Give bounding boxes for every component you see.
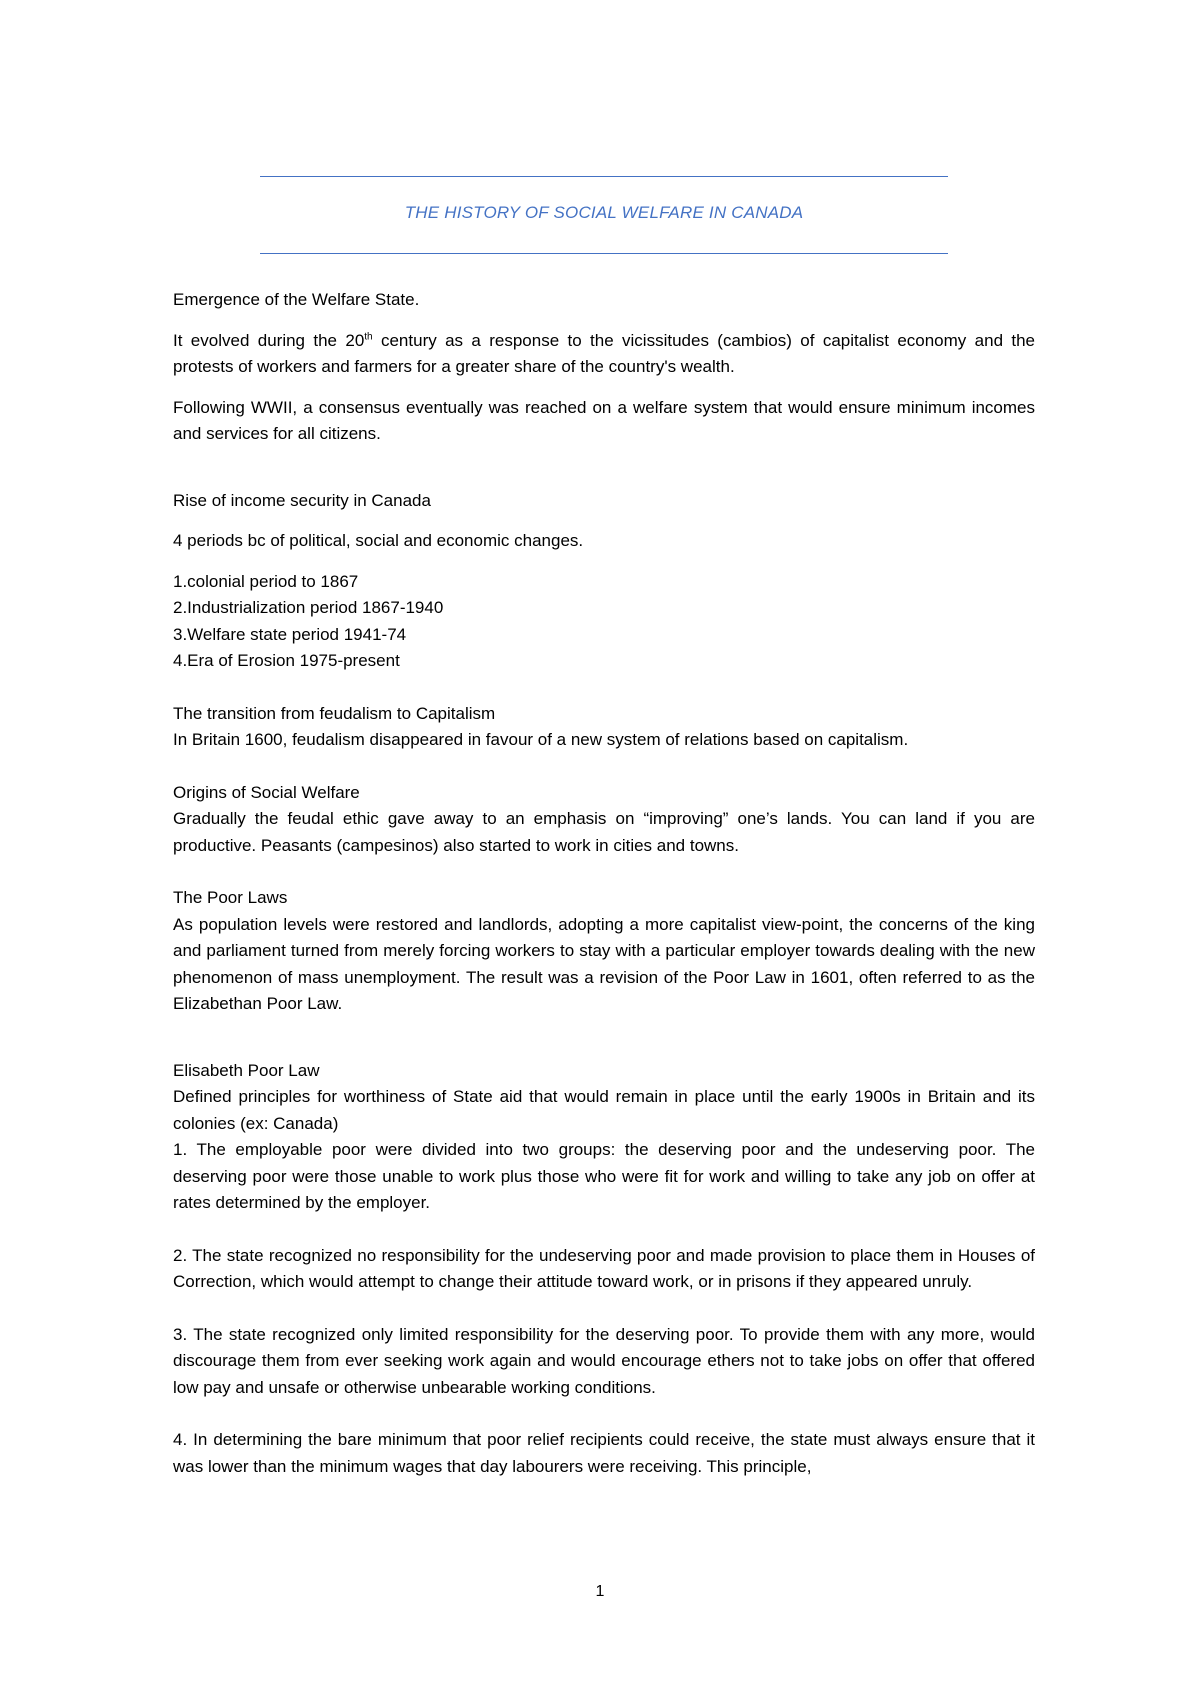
paragraph-emergence-1-start: It evolved during the 20: [173, 330, 365, 350]
heading-emergence: Emergence of the Welfare State.: [173, 290, 420, 309]
periods-list: [173, 569, 1035, 675]
document-title: THE HISTORY OF SOCIAL WELFARE IN CANADA: [404, 203, 804, 222]
paragraph-elisabeth-point-4: 4. In determining the bare minimum that poor relief recipients could receive, the state must always ensure that it was lower than the minimum wages that day labourers were receiving. This principle,: [173, 1430, 1035, 1476]
paragraph-origins: Gradually the feudal ethic gave away to an emphasis on “improving” one’s lands. You can land if you are productive. Peasants (campesinos) also started to work in cities and towns.: [173, 809, 1035, 855]
paragraph-elisabeth-point-3: 3. The state recognized only limited responsibility for the deserving poor. To provide them with any more, would discourage them from ever seeking work again and would encourage ethers not to take jobs on offer that offered low pay and unsafe or otherwise unbearable working conditions.: [173, 1324, 1035, 1397]
paragraph-poor-laws: As population levels were restored and landlords, adopting a more capitalist view-point, the concerns of the king and parliament turned from merely forcing workers to stay with a particular employer towards dealing with the new phenomenon of mass unemployment. The result was a revision of the Poor Law in 1601, often referred to as the Elizabethan Poor Law.: [173, 914, 1035, 1013]
paragraph-elisabeth-point-1: 1. The employable poor were divided into two groups: the deserving poor and the undeserving poor. The deserving poor were those unable to work plus those who were fit for work and willing to take any job on offer at rates determined by the employer.: [173, 1140, 1035, 1212]
heading-origins: Origins of Social Welfare: [173, 782, 360, 802]
paragraph-emergence-2: Following WWII, a consensus eventually was reached on a welfare system that would ensure minimum incomes and services for all citizens.: [173, 397, 1035, 443]
list-item: 4.Era of Erosion 1975-present: [173, 651, 400, 670]
heading-poor-laws: The Poor Laws: [173, 888, 288, 907]
paragraph-transition: In Britain 1600, feudalism disappeared in favour of a new system of relations based on capitalism.: [173, 730, 909, 749]
heading-transition: The transition from feudalism to Capitalism: [173, 703, 496, 723]
title-top-rule: [260, 176, 948, 177]
list-item: 3.Welfare state period 1941-74: [173, 624, 407, 644]
paragraph-emergence-1: [173, 328, 1035, 381]
paragraph-elisabeth-point-2: 2. The state recognized no responsibility for the undeserving poor and made provision to place them in Houses of Correction, which would attempt to change their attitude toward work, or in prisons if they appeared unruly.: [173, 1245, 1035, 1291]
heading-income-security: Rise of income security in Canada: [173, 490, 431, 510]
paragraph-elisabeth-intro: Defined principles for worthiness of State aid that would remain in place until the early 1900s in Britain and its colonies (ex: Canada): [173, 1087, 1035, 1133]
list-item: 2.Industrialization period 1867-1940: [173, 598, 444, 617]
list-item: 1.colonial period to 1867: [173, 571, 359, 591]
paragraph-income-security-intro: 4 periods bc of political, social and economic changes.: [173, 531, 584, 550]
paragraph-emergence-1-rest: century as a response to the vicissitudes (cambios) of capitalist economy and the protests of workers and farmers for a greater share of the country's wealth.: [173, 330, 1036, 376]
heading-elisabeth-poor-law: Elisabeth Poor Law: [173, 1060, 320, 1080]
title-block: [260, 176, 948, 254]
document-body: [173, 287, 1035, 1480]
title-bottom-rule: [260, 253, 948, 254]
page-number: 1: [595, 1583, 605, 1600]
superscript-th: th: [364, 330, 373, 342]
